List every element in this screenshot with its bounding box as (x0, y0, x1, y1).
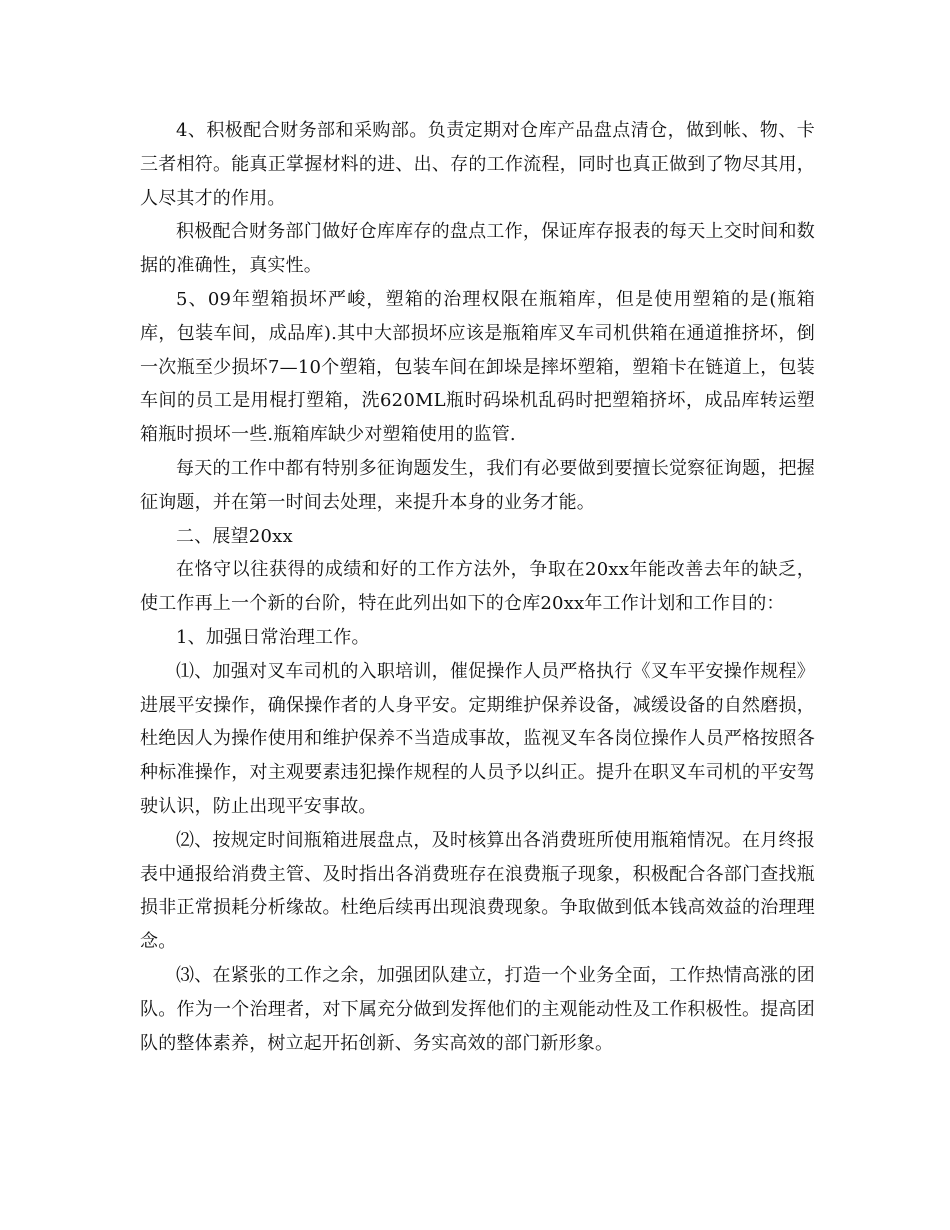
document-body (140, 114, 815, 1060)
paragraph-daily-problems: 每天的工作中都有特别多征询题发生，我们有必要做到要擅长觉察征询题，把握征询题，并在第一时间去处理，来提升本身的业务才能。 (140, 457, 815, 513)
paragraph-forklift-training: ⑴、加强对叉车司机的入职培训，催促操作人员严格执行《叉车平安操作规程》进展平安操作，确保操作者的人身平安。定期维护保养设备，减缓设备的自然磨损，杜绝因人为操作使用和维护保养不当造成事故，监视叉车各岗位操作人员严格按照各种标准操作，对主观要素违犯操作规程的人员予以纠正。提升在职叉车司机的平安驾驶认识，防止出现平安事故。 (140, 660, 815, 817)
paragraph-item-4-finance-cooperation: 4、积极配合财务部和采购部。负责定期对仓库产品盘点清仓，做到帐、物、卡三者相符。能真正掌握材料的进、出、存的工作流程，同时也真正做到了物尽其用，人尽其才的作用。 (140, 120, 815, 209)
paragraph-inventory-report: 积极配合财务部门做好仓库库存的盘点工作，保证库存报表的每天上交时间和数据的准确性，真实性。 (140, 221, 815, 277)
paragraph-item-5-plastic-crates: 5、09年塑箱损坏严峻，塑箱的治理权限在瓶箱库，但是使用塑箱的是(瓶箱库，包装车间，成品库).其中大部损坏应该是瓶箱库叉车司机供箱在通道推挤坏，倒一次瓶至少损坏7—10个塑箱，包装车间在卸垛是摔坏塑箱，塑箱卡在链道上，包装车间的员工是用棍打塑箱，洗620ML瓶时码垛机乱码时把塑箱挤坏，成品库转运塑箱瓶时损坏一些.瓶箱库缺少对塑箱使用的监管. (140, 288, 815, 446)
section-heading-outlook: 二、展望20xx (176, 525, 293, 547)
paragraph-bottle-crate-inventory: ⑵、按规定时间瓶箱进展盘点，及时核算出各消费班所使用瓶箱情况。在月终报表中通报给消费主管、及时指出各消费班存在浪费瓶子现象，积极配合各部门查找瓶损非正常损耗分析缘故。杜绝后续再出现浪费现象。争取做到低本钱高效益的治理理念。 (140, 829, 815, 953)
paragraph-outlook-intro: 在恪守以往获得的成绩和好的工作方法外，争取在20xx年能改善去年的缺乏，使工作再上一个新的台阶，特在此列出如下的仓库20xx年工作计划和工作目的： (140, 559, 815, 615)
paragraph-team-building: ⑶、在紧张的工作之余，加强团队建立，打造一个业务全面，工作热情高涨的团队。作为一个治理者，对下属充分做到发挥他们的主观能动性及工作积极性。提高团队的整体素养，树立起开拓创新、务实高效的部门新形象。 (140, 964, 815, 1054)
subheading-daily-management: 1、加强日常治理工作。 (176, 626, 370, 648)
